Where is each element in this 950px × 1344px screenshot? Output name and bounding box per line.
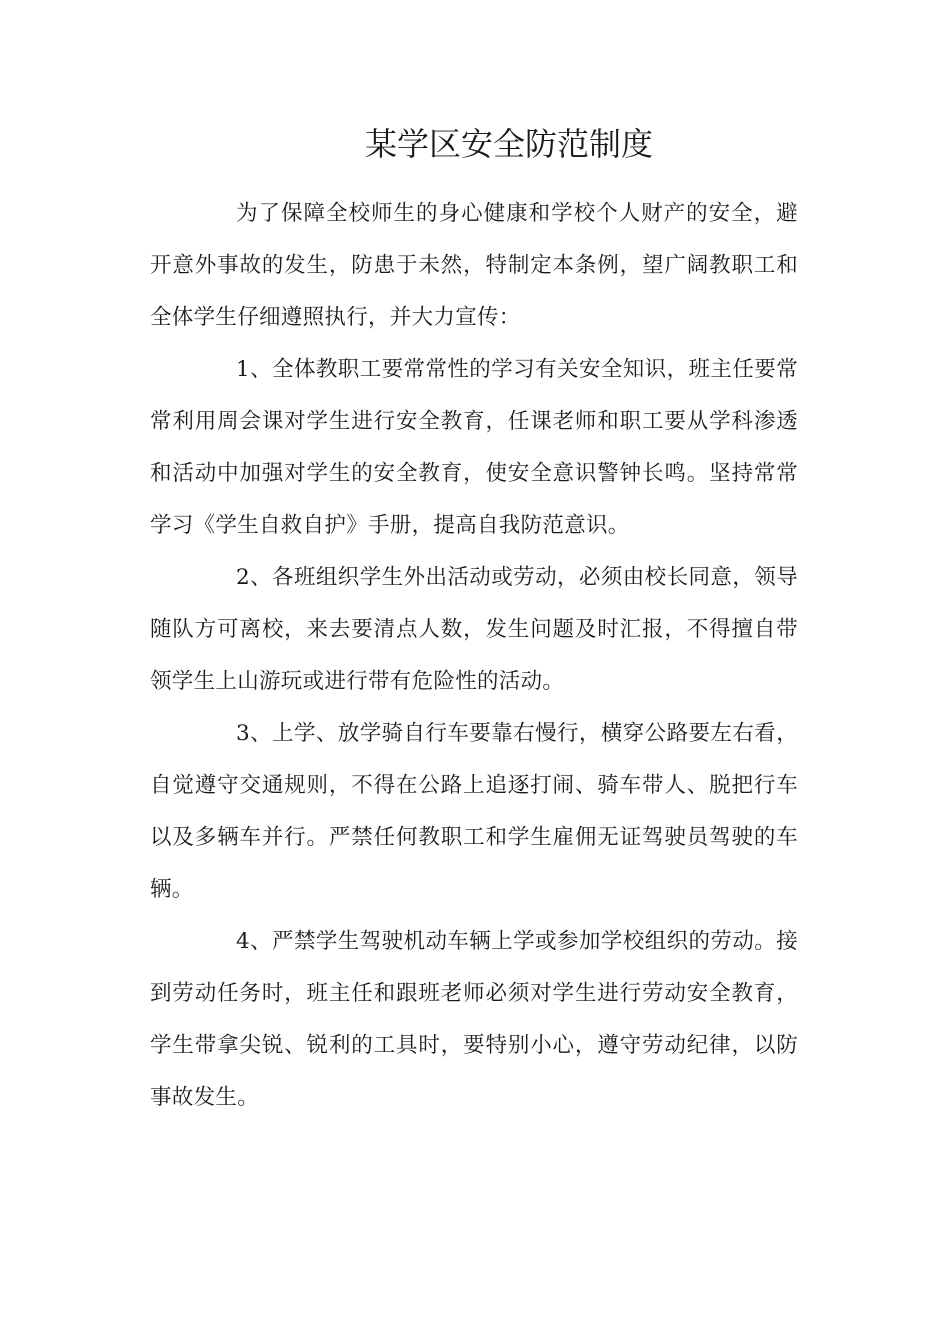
rule-paragraph-4: 4、严禁学生驾驶机动车辆上学或参加学校组织的劳动。接到劳动任务时，班主任和跟班老师必须对学生进行劳动安全教育，学生带拿尖锐、锐利的工具时，要特别小心，遵守劳动纪律，以防事故发生。 <box>150 929 798 1110</box>
rule-paragraph-3: 3、上学、放学骑自行车要靠右慢行，横穿公路要左右看，自觉遵守交通规则，不得在公路上追逐打闹、骑车带人、脱把行车以及多辆车并行。严禁任何教职工和学生雇佣无证驾驶员驾驶的车辆。 <box>150 721 798 902</box>
rule-paragraph-1: 1、全体教职工要常常性的学习有关安全知识，班主任要常常利用周会课对学生进行安全教育，任课老师和职工要从学科渗透和活动中加强对学生的安全教育，使安全意识警钟长鸣。坚持常常学习《学生自救自护》手册，提高自我防范意识。 <box>150 357 798 538</box>
intro-paragraph: 为了保障全校师生的身心健康和学校个人财产的安全，避开意外事故的发生，防患于未然，特制定本条例，望广阔教职工和全体学生仔细遵照执行，并大力宣传： <box>150 201 798 330</box>
rule-paragraph-2: 2、各班组织学生外出活动或劳动，必须由校长同意，领导随队方可离校，来去要清点人数，发生问题及时汇报，不得擅自带领学生上山游玩或进行带有危险性的活动。 <box>150 565 798 694</box>
document-body <box>150 188 798 1124</box>
document-title: 某学区安全防范制度 <box>364 125 653 163</box>
